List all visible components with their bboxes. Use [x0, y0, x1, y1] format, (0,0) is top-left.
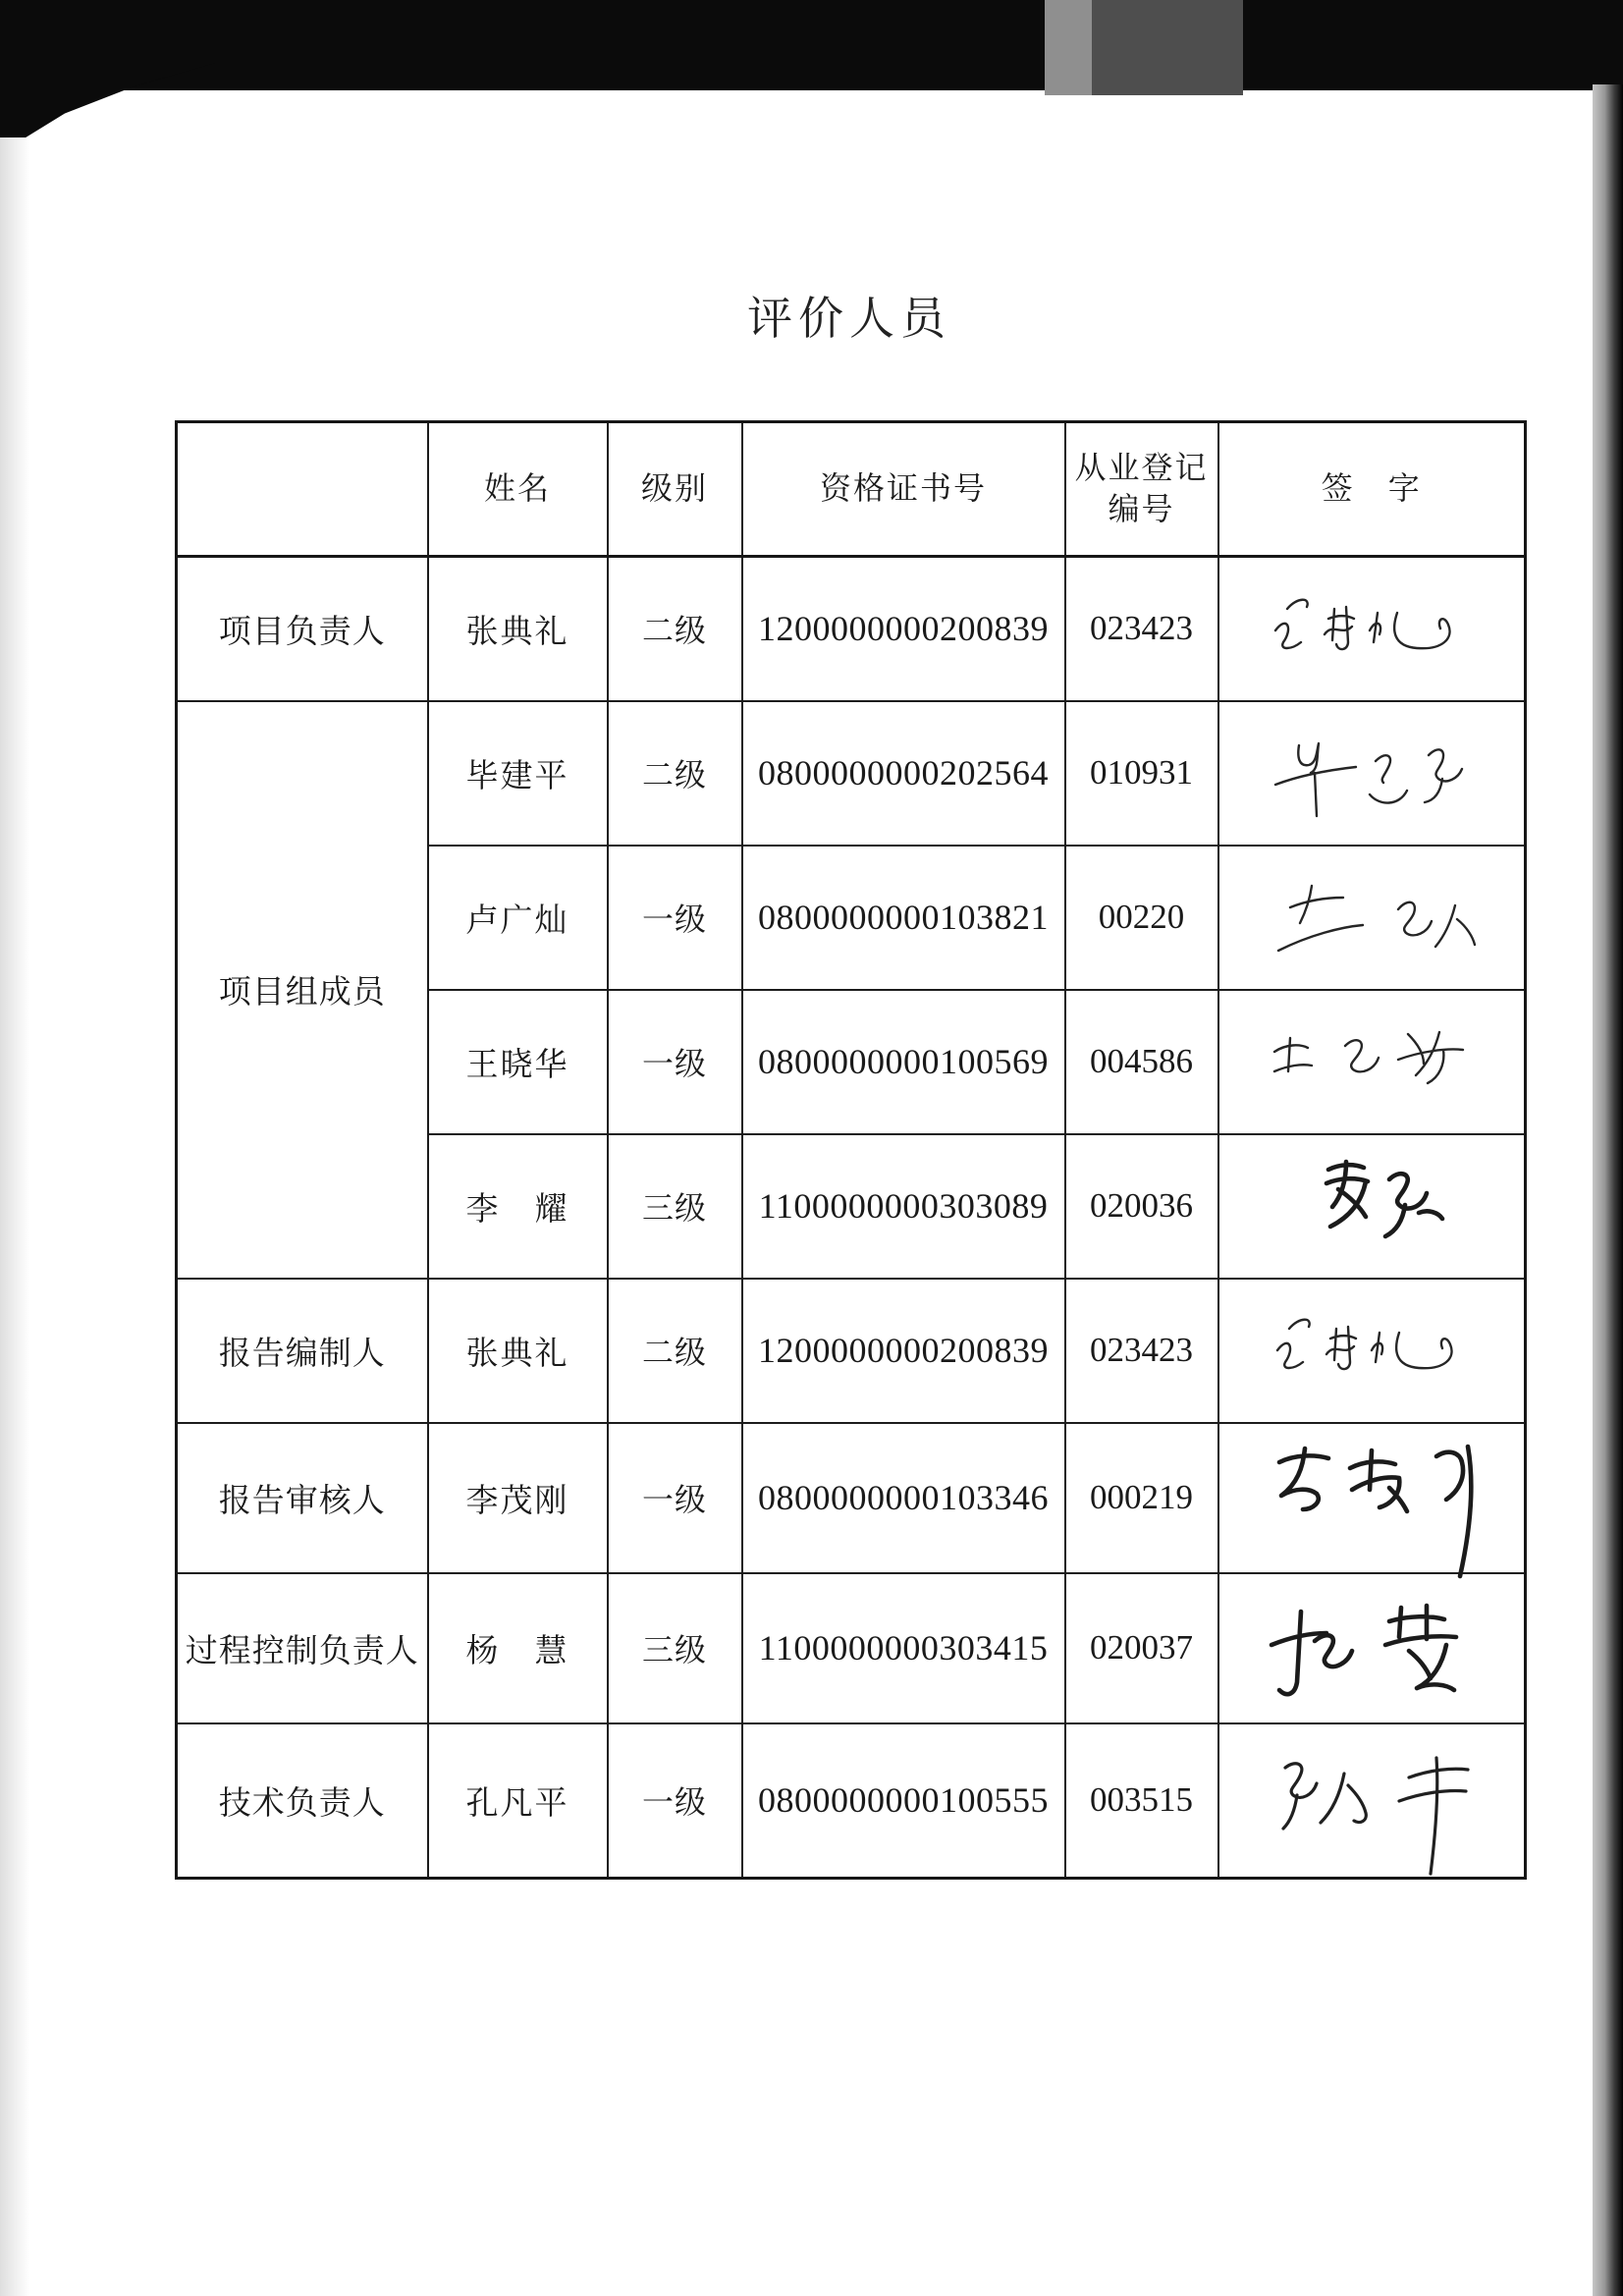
cert-cell: 0800000000103346: [742, 1423, 1065, 1573]
scan-top-notch-dark: [1092, 0, 1243, 95]
table-row: [177, 1723, 1526, 1879]
reg-cell: 000219: [1065, 1423, 1218, 1573]
level-cell: 三级: [608, 1134, 742, 1279]
header-level: 级别: [608, 422, 742, 557]
signature-handwriting: [1244, 1584, 1499, 1712]
cert-cell: 1200000000200839: [742, 1279, 1065, 1423]
cert-cell: 0800000000100555: [742, 1723, 1065, 1879]
cert-cell: 1100000000303089: [742, 1134, 1065, 1279]
reg-cell: 023423: [1065, 557, 1218, 701]
level-cell: 二级: [608, 557, 742, 701]
table-row: [177, 557, 1526, 701]
level-cell: 一级: [608, 1723, 742, 1879]
signature-cell: [1218, 701, 1526, 846]
signature-cell: [1218, 1723, 1526, 1879]
cert-cell: 0800000000202564: [742, 701, 1065, 846]
header-reg-no-line1: 从业登记: [1074, 450, 1209, 486]
scan-top-bar: [0, 0, 1623, 90]
name-cell: 李茂刚: [428, 1423, 608, 1573]
signature-handwriting: [1273, 1152, 1470, 1260]
signature-cell: [1218, 846, 1526, 990]
role-cell: 报告编制人: [177, 1279, 428, 1423]
signature-handwriting: [1249, 1012, 1494, 1111]
level-cell: 一级: [608, 846, 742, 990]
reg-cell: 023423: [1065, 1279, 1218, 1423]
signature-handwriting: [1249, 868, 1494, 966]
table-row: [177, 1423, 1526, 1573]
signature-cell: [1218, 990, 1526, 1134]
name-cell: 卢广灿: [428, 846, 608, 990]
cert-cell: 1200000000200839: [742, 557, 1065, 701]
scan-right-edge: [1593, 84, 1623, 2296]
table-header-row: [177, 422, 1526, 557]
signature-cell: [1218, 1279, 1526, 1423]
cert-cell: 0800000000100569: [742, 990, 1065, 1134]
name-cell: 王晓华: [428, 990, 608, 1134]
header-signature: 签 字: [1218, 422, 1526, 557]
level-cell: 二级: [608, 1279, 742, 1423]
header-cert-no: 资格证书号: [742, 422, 1065, 557]
page-title: 评价人员: [747, 294, 951, 344]
header-corner-cell: [177, 422, 428, 557]
role-cell: 项目组成员: [177, 701, 428, 1279]
reg-cell: 020037: [1065, 1573, 1218, 1723]
name-cell: 李 耀: [428, 1134, 608, 1279]
table-row: [177, 1573, 1526, 1723]
signature-cell: [1218, 557, 1526, 701]
scan-left-edge: [0, 137, 29, 2296]
table-row: [177, 701, 1526, 846]
name-cell: 孔凡平: [428, 1723, 608, 1879]
name-cell: 张典礼: [428, 557, 608, 701]
role-cell: 报告审核人: [177, 1423, 428, 1573]
header-name: 姓名: [428, 422, 608, 557]
signature-cell: [1218, 1573, 1526, 1723]
level-cell: 一级: [608, 1423, 742, 1573]
reg-cell: 00220: [1065, 846, 1218, 990]
scan-top-notch-light: [1045, 0, 1092, 95]
reg-cell: 004586: [1065, 990, 1218, 1134]
level-cell: 三级: [608, 1573, 742, 1723]
reg-cell: 020036: [1065, 1134, 1218, 1279]
signature-cell: [1218, 1423, 1526, 1573]
signature-handwriting: [1254, 1301, 1489, 1399]
reg-cell: 003515: [1065, 1723, 1218, 1879]
personnel-table: [175, 420, 1527, 1880]
cert-cell: 0800000000103821: [742, 846, 1065, 990]
signature-handwriting: [1244, 1429, 1499, 1566]
role-cell: 过程控制负责人: [177, 1573, 428, 1723]
header-reg-no: [1065, 422, 1218, 557]
name-cell: 杨 慧: [428, 1573, 608, 1723]
name-cell: 毕建平: [428, 701, 608, 846]
signature-handwriting: [1254, 579, 1489, 678]
header-reg-no-line2: 编号: [1108, 491, 1175, 526]
signature-handwriting: [1254, 724, 1489, 822]
signature-cell: [1218, 1134, 1526, 1279]
reg-cell: 010931: [1065, 701, 1218, 846]
name-cell: 张典礼: [428, 1279, 608, 1423]
signature-handwriting: [1244, 1736, 1499, 1864]
level-cell: 一级: [608, 990, 742, 1134]
role-cell: 项目负责人: [177, 557, 428, 701]
cert-cell: 1100000000303415: [742, 1573, 1065, 1723]
level-cell: 二级: [608, 701, 742, 846]
role-cell: 技术负责人: [177, 1723, 428, 1879]
table-row: [177, 1279, 1526, 1423]
